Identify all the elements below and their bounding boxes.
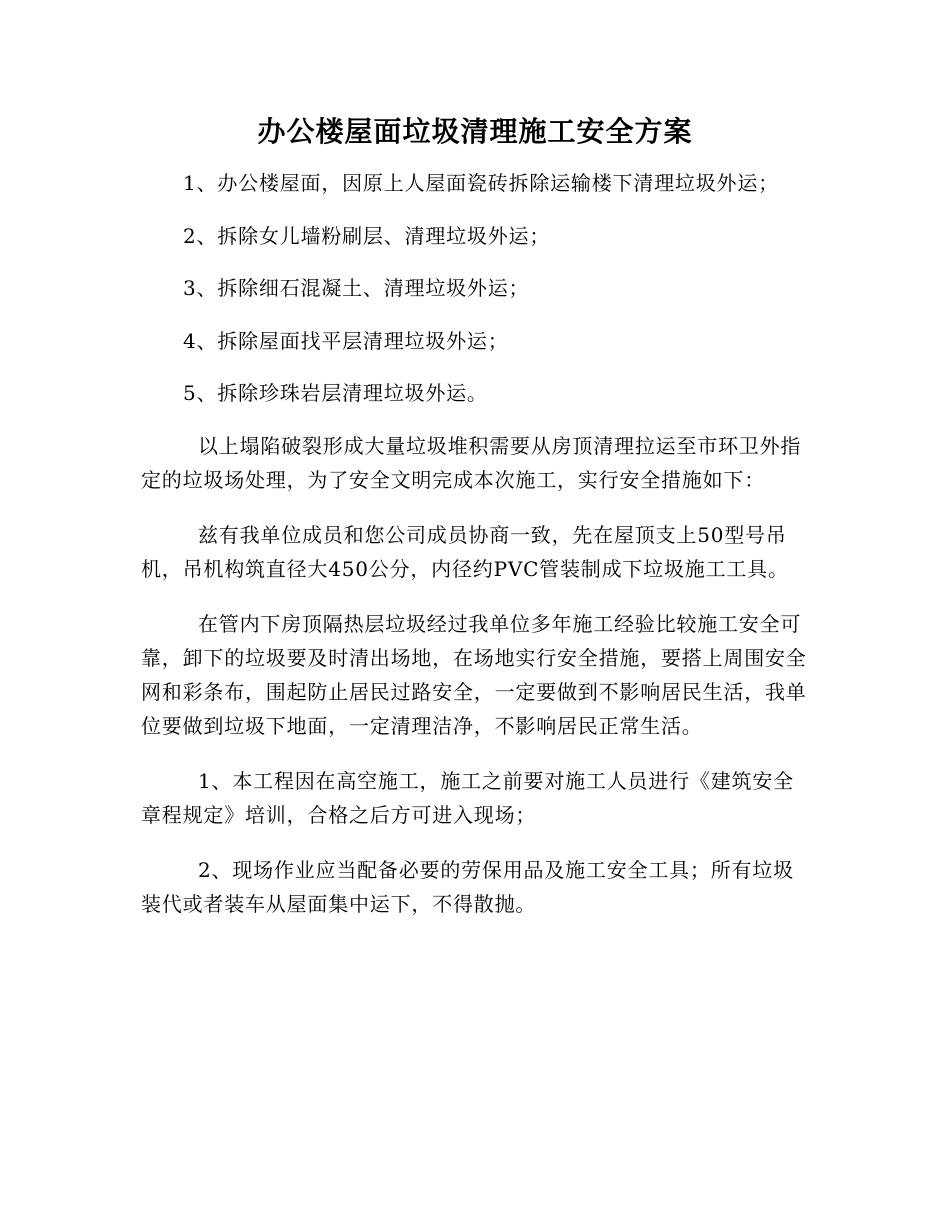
paragraph-safety-measures: 在管内下房顶隔热层垃圾经过我单位多年施工经验比较施工安全可靠，卸下的垃圾要及时清出场地，在场地实行安全措施，要搭上周围安全网和彩条布，围起防止居民过路安全，一定要做到不影响居民生活，我单位要做到垃圾下地面，一定清理洁净，不影响居民正常生活。: [141, 611, 807, 738]
document-body: [141, 166, 811, 942]
list-item-2: 2、拆除女儿墙粉刷层、清理垃圾外运；: [183, 223, 551, 248]
list-item-3: 3、拆除细石混凝土、清理垃圾外运；: [183, 276, 530, 300]
safety-item-1: 1、本工程因在高空施工，施工之前要对施工人员进行《建筑安全章程规定》培训，合格之后方可进入现场；: [141, 768, 794, 827]
list-item-4: 4、拆除屋面找平层清理垃圾外运；: [183, 328, 509, 353]
document-title: 办公楼屋面垃圾清理施工安全方案: [257, 115, 693, 148]
list-item-5: 5、拆除珍珠岩层清理垃圾外运。: [183, 381, 488, 405]
paragraph-intro: 以上塌陷破裂形成大量垃圾堆积需要从房顶清理拉运至市环卫外指定的垃圾场处理，为了安全文明完成本次施工，实行安全措施如下：: [141, 433, 802, 492]
safety-item-2: 2、现场作业应当配备必要的劳保用品及施工安全工具；所有垃圾装代或者装车从屋面集中运下，不得散抛。: [141, 857, 794, 916]
paragraph-crane: 兹有我单位成员和您公司成员协商一致，先在屋顶支上50型号吊机，吊机构筑直径大450公分，内径约PVC管装制成下垃圾施工工具。: [141, 522, 789, 581]
list-item-1: 1、办公楼屋面，因原上人屋面瓷砖拆除运输楼下清理垃圾外运；: [183, 171, 779, 195]
